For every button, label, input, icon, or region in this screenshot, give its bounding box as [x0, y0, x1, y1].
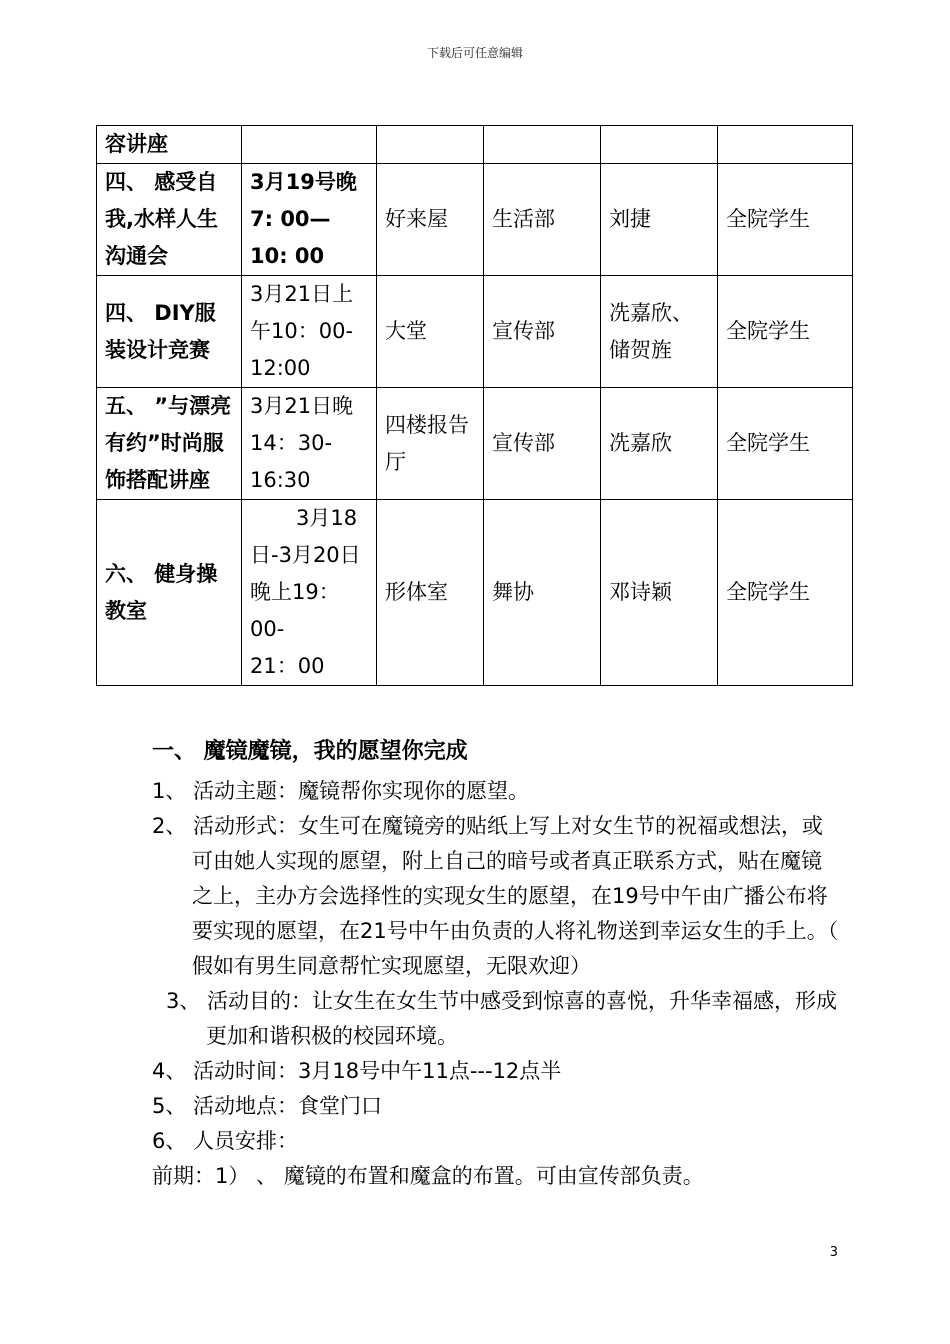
list-item: 2、 活动形式：女生可在魔镜旁的贴纸上写上对女生节的祝福或想法，或可由她人实现的愿望，附上自己的暗号或者真正联系方式，贴在魔镜之上，主办方会选择性的实现女生的愿望，在19号中午由广播公布将要实现的愿望，在21号中午由负责的人将礼物送到幸运女生的手上。（ 假如有男生同意帮忙实现愿望，无限欢迎）	[152, 814, 839, 978]
table-cell: 五、 ”与漂亮有约”时尚服饰搭配讲座	[97, 388, 242, 500]
table-cell: 全院学生	[718, 500, 853, 686]
list-item: 1、 活动主题：魔镜帮你实现你的愿望。	[152, 779, 530, 803]
time-line: 晚上19：00-	[250, 580, 340, 641]
time-line: 3月18	[296, 506, 358, 530]
table-row	[97, 388, 853, 500]
table-cell: 3月21日上午10：00-12:00	[242, 276, 377, 388]
table-cell	[484, 126, 601, 164]
time-line: 日-3月20日	[250, 543, 361, 567]
table-cell	[242, 500, 377, 686]
list-item: 6、 人员安排：	[152, 1129, 299, 1153]
list-item: 3、 活动目的：让女生在女生节中感受到惊喜的喜悦，升华幸福感，形成更加和谐积极的校园环境。	[166, 989, 838, 1048]
table-cell: 全院学生	[718, 164, 853, 276]
table-cell: 宣传部	[484, 276, 601, 388]
schedule-table	[96, 125, 853, 686]
table-cell: 生活部	[484, 164, 601, 276]
table-cell: 3月21日晚14：30-16:30	[242, 388, 377, 500]
table-cell: 四、 DIY服装设计竞赛	[97, 276, 242, 388]
table-cell: 全院学生	[718, 276, 853, 388]
table-row	[97, 164, 853, 276]
table-cell: 邓诗颖	[601, 500, 718, 686]
table-cell: 大堂	[377, 276, 484, 388]
table-cell: 六、 健身操教室	[97, 500, 242, 686]
table-cell: 容讲座	[97, 126, 242, 164]
page-number: 3	[829, 1245, 838, 1260]
table-cell: 冼嘉欣	[601, 388, 718, 500]
table-cell: 宣传部	[484, 388, 601, 500]
table-cell: 冼嘉欣、储贺旌	[601, 276, 718, 388]
list-item: 前期：1） 、 魔镜的布置和魔盒的布置。可由宣传部负责。	[152, 1164, 704, 1188]
table-row	[97, 126, 853, 164]
table-cell: 舞协	[484, 500, 601, 686]
table-cell	[242, 126, 377, 164]
table-cell	[601, 126, 718, 164]
section-title: 一、 魔镜魔镜，我的愿望你完成	[152, 739, 468, 764]
header-note: 下载后可任意编辑	[426, 46, 523, 60]
table-cell: 全院学生	[718, 388, 853, 500]
table-cell: 四、 感受自我,水样人生沟通会	[97, 164, 242, 276]
time-line: 21：00	[250, 654, 325, 678]
list-item: 4、 活动时间：3月18号中午11点---12点半	[152, 1059, 562, 1083]
table-cell	[377, 126, 484, 164]
list-item: 5、 活动地点：食堂门口	[152, 1094, 383, 1118]
table-cell: 3月19号晚7: 00—10: 00	[242, 164, 377, 276]
section-body	[152, 730, 842, 1194]
table-cell: 刘捷	[601, 164, 718, 276]
table-cell: 四楼报告厅	[377, 388, 484, 500]
table-row	[97, 276, 853, 388]
table-cell: 形体室	[377, 500, 484, 686]
table-row	[97, 500, 853, 686]
table-cell	[718, 126, 853, 164]
table-cell: 好来屋	[377, 164, 484, 276]
